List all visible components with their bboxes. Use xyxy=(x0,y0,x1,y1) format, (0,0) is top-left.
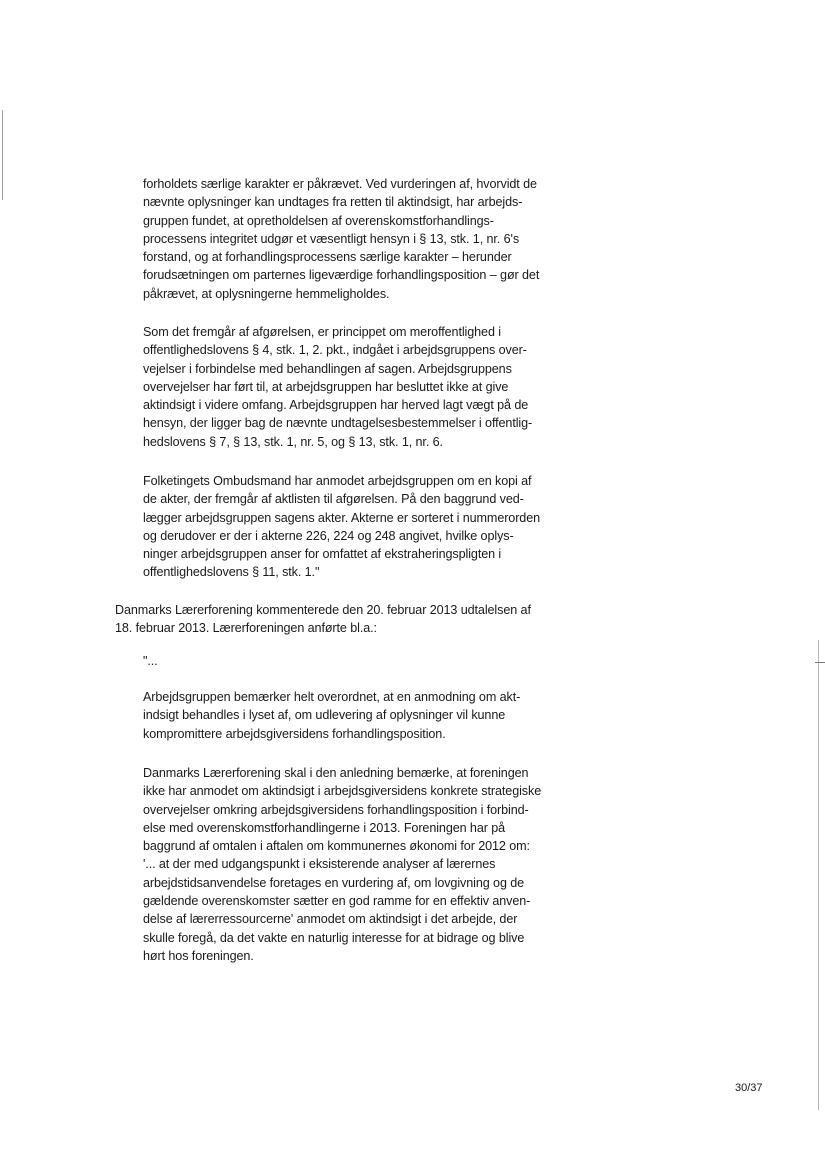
quote-paragraph-2: Som det fremgår af afgørelsen, er princippet om meroffentlighed i offentlighedslovens § 4, stk. 1, 2. pkt., indgået i arbejdsgruppens over- vejelser i forbindelse med behandlingen af sagen. Arbejdsgruppens overvejelser har ført til, at arbejdsgruppen har besluttet ikke at give aktindsigt i videre omfang. Arbejdsgruppen har herved lagt vægt på de hensyn, der ligger bag de nævnte undtagelsesbestemmelser i offentlig- hedslovens § 7, § 13, stk. 1, nr. 5, og § 13, stk. 1, nr. 6. xyxy=(143,325,533,449)
quote-paragraph-1: forholdets særlige karakter er påkrævet. Ved vurderingen af, hvorvidt de nævnte oplysninger kan undtages fra retten til aktindsigt, har arbejds- gruppen fundet, at opretholdelsen af overenskomstforhandlings- processens integritet udgør et væsentligt hensyn i § 13, stk. 1, nr. 6's forstand, og at forhandlingsprocessens særlige karakter – herunder forudsætningen om parternes ligeværdige forhandlingsposition – gør det påkrævet, at oplysningerne hemmeligholdes. xyxy=(143,177,540,301)
scan-tick-mark xyxy=(815,662,825,663)
page-number: 30/37 xyxy=(735,1082,763,1094)
scan-edge-left xyxy=(2,110,3,200)
quote-opening-mark: "... xyxy=(143,654,158,668)
body-paragraph: Danmarks Lærerforening kommenterede den 20. februar 2013 udtalelsen af 18. februar 2013. Lærerforeningen anførte bl.a.: xyxy=(115,603,531,636)
scan-edge-right xyxy=(818,640,819,1110)
quote-paragraph-5: Danmarks Lærerforening skal i den anledning bemærke, at foreningen ikke har anmodet om aktindsigt i arbejdsgiversidens konkrete strategiske overvejelser omkring arbejdsgiversidens forhandlingsposition i forbind- else med overenskomstforhandlingerne i 2013. Foreningen har på baggrund af omtalen i aftalen om kommunernes økonomi for 2012 om: '... at der med udgangspunkt i eksisterende analyser af lærernes arbejdstidsanvendelse foretages en vurdering af, om lovgivning og de gældende overenskomster sætter en god ramme for en effektiv anven- delse af lærerressourcerne' anmodet om aktindsigt i det arbejde, der skulle foregå, da det vakte en naturlig interesse for at bidrage og blive hørt hos foreningen. xyxy=(143,766,542,963)
quote-paragraph-4: Arbejdsgruppen bemærker helt overordnet, at en anmodning om akt- indsigt behandles i lyset af, om udlevering af oplysninger vil kunne kompromittere arbejdsgiversidens forhandlingsposition. xyxy=(143,690,521,741)
quote-paragraph-3: Folketingets Ombudsmand har anmodet arbejdsgruppen om en kopi af de akter, der fremgår af aktlisten til afgørelsen. På den baggrund ved- lægger arbejdsgruppen sagens akter. Akterne er sorteret i nummerorden og derudover er der i akterne 226, 224 og 248 angivet, hvilke oplys- ninger arbejdsgruppen anser for omfattet af ekstraheringspligten i offentlighedslovens § 11, stk. 1." xyxy=(143,474,541,580)
